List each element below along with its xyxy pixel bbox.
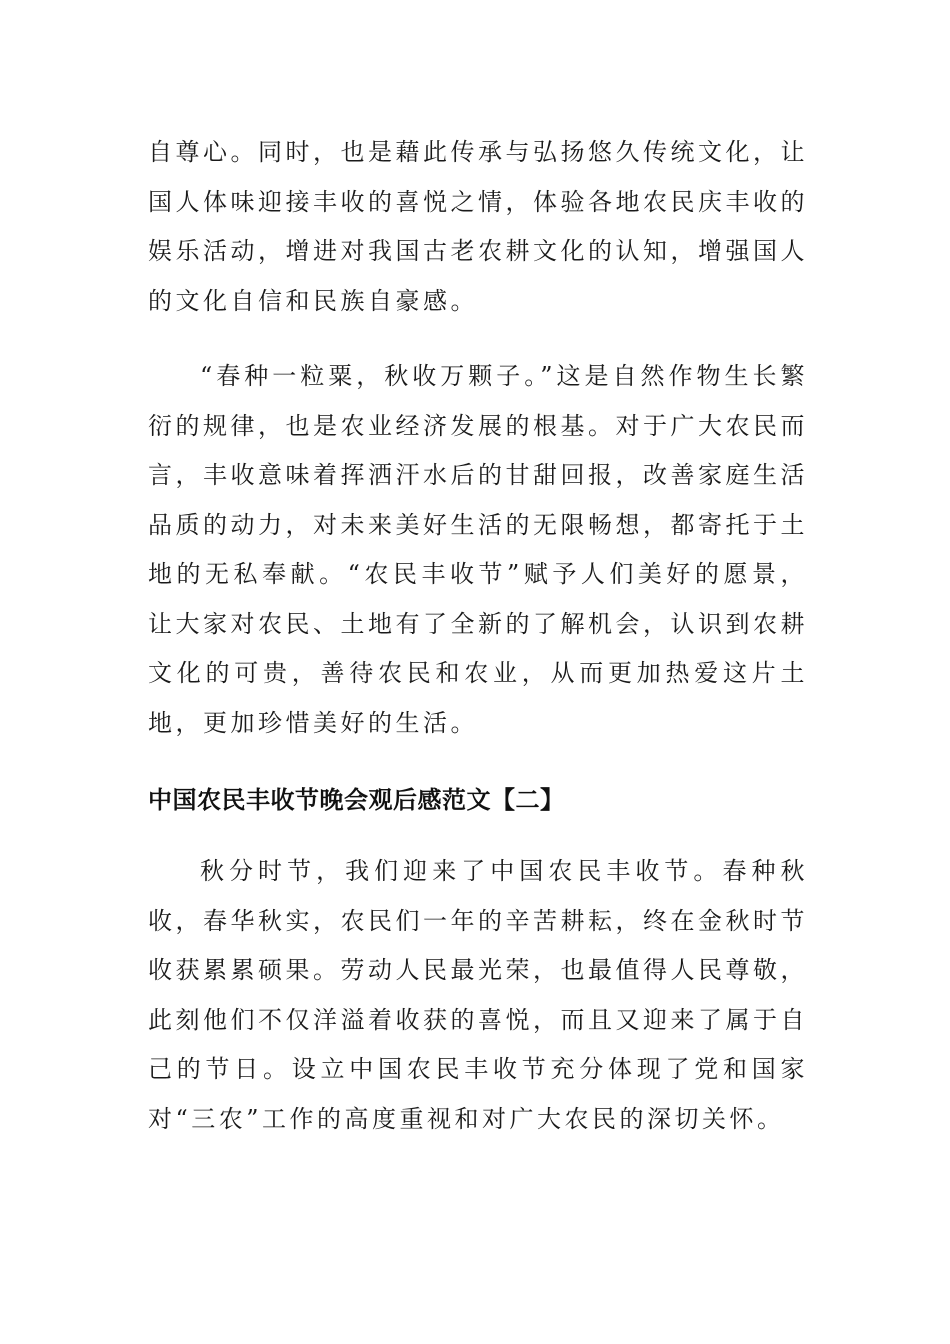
document-body <box>148 128 808 1144</box>
paragraph-autumn-equinox: 秋分时节，我们迎来了中国农民丰收节。春种秋收，春华秋实，农民们一年的辛苦耕耘，终在金秋时节收获累累硕果。劳动人民最光荣，也最值得人民尊敬，此刻他们不仅洋溢着收获的喜悦，而且又迎来了属于自己的节日。设立中国农民丰收节充分体现了党和国家对“三农”工作的高度重视和对广大农民的深切关怀。 <box>148 857 808 1133</box>
paragraph-continuation: 自尊心。同时，也是藉此传承与弘扬悠久传统文化，让国人体味迎接丰收的喜悦之情，体验各地农民庆丰收的娱乐活动，增进对我国古老农耕文化的认知，增强国人的文化自信和民族自豪感。 <box>148 138 808 315</box>
section-heading: 中国农民丰收节晚会观后感范文【二】 <box>148 786 565 814</box>
paragraph-spring-sowing: “春种一粒粟，秋收万颗子。”这是自然作物生长繁衍的规律，也是农业经济发展的根基。对于广大农民而言，丰收意味着挥洒汗水后的甘甜回报，改善家庭生活品质的动力，对未来美好生活的无限畅想，都寄托于土地的无私奉献。“农民丰收节”赋予人们美好的愿景，让大家对农民、土地有了全新的了解机会，认识到农耕文化的可贵，善待农民和农业，从而更加热爱这片土地，更加珍惜美好的生活。 <box>148 362 808 737</box>
